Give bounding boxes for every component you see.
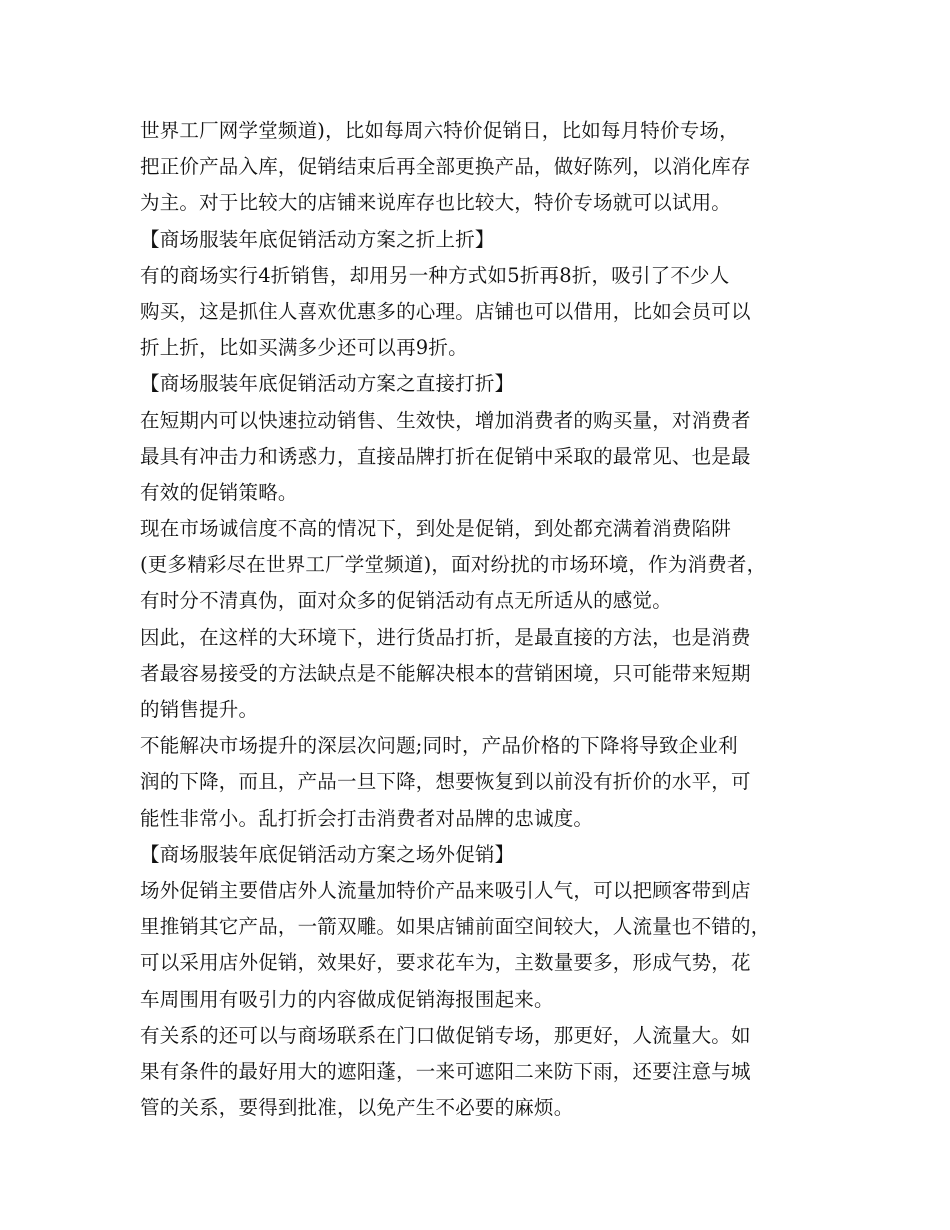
text-line: 购买，这是抓住人喜欢优惠多的心理。店铺也可以借用，比如会员可以 (140, 299, 751, 323)
text-line: 有的商场实行4折销售，却用另一种方式如5折再8折，吸引了不少人 (140, 263, 730, 287)
text-line: 最具有冲击力和诱惑力，直接品牌打折在促销中采取的最常见、也是最 (140, 444, 751, 468)
text-line: 折上折，比如买满多少还可以再9折。 (140, 336, 468, 360)
text-line: 车周围用有吸引力的内容做成促销海报围起来。 (140, 987, 554, 1011)
text-line: (更多精彩尽在世界工厂学堂频道)，面对纷扰的市场环境，作为消费者， (140, 553, 767, 577)
text-line: 不能解决市场提升的深层次问题;同时，产品价格的下降将导致企业利 (140, 734, 738, 758)
text-line: 能性非常小。乱打折会打击消费者对品牌的忠诚度。 (140, 806, 594, 830)
text-line: 管的关系，要得到批准，以免产生不必要的麻烦。 (140, 1096, 574, 1120)
text-line: 现在市场诚信度不高的情况下，到处是促销，到处都充满着消费陷阱 (140, 517, 732, 541)
text-line: 有时分不清真伪，面对众多的促销活动有点无所适从的感觉。 (140, 589, 672, 613)
document-body (140, 113, 840, 1126)
text-line: 场外促销主要借店外人流量加特价产品来吸引人气，可以把顾客带到店 (140, 878, 751, 902)
text-line: 世界工厂网学堂频道)，比如每周六特价促销日，比如每月特价专场， (140, 119, 739, 142)
section-heading: 【商场服装年底促销活动方案之场外促销】 (140, 842, 515, 866)
text-line: 里推销其它产品，一箭双雕。如果店铺前面空间较大，人流量也不错的， (140, 915, 771, 939)
text-line: 在短期内可以快速拉动销售、生效快，增加消费者的购买量，对消费者 (140, 408, 751, 432)
section-heading: 【商场服装年底促销活动方案之直接打折】 (140, 372, 515, 396)
text-line: 为主。对于比较大的店铺来说库存也比较大，特价专场就可以试用。 (140, 191, 732, 215)
section-heading: 【商场服装年底促销活动方案之折上折】 (140, 227, 495, 251)
text-line: 可以采用店外促销，效果好，要求花车为，主数量要多，形成气势，花 (140, 951, 751, 975)
text-line: 有效的促销策略。 (140, 480, 298, 504)
text-line: 果有条件的最好用大的遮阳蓬，一来可遮阳二来防下雨，还要注意与城 (140, 1059, 751, 1083)
text-line: 把正价产品入库，促销结束后再全部更换产品，做好陈列，以消化库存 (140, 155, 751, 179)
text-line: 有关系的还可以与商场联系在门口做促销专场，那更好，人流量大。如 (140, 1023, 751, 1047)
text-line: 的销售提升。 (140, 698, 259, 721)
text-line: 者最容易接受的方法缺点是不能解决根本的营销困境，只可能带来短期 (140, 661, 751, 685)
text-line: 润的下降，而且，产品一旦下降，想要恢复到以前没有折价的水平，可 (140, 770, 751, 794)
text-line: 因此，在这样的大环境下，进行货品打折，是最直接的方法，也是消费 (140, 625, 751, 649)
